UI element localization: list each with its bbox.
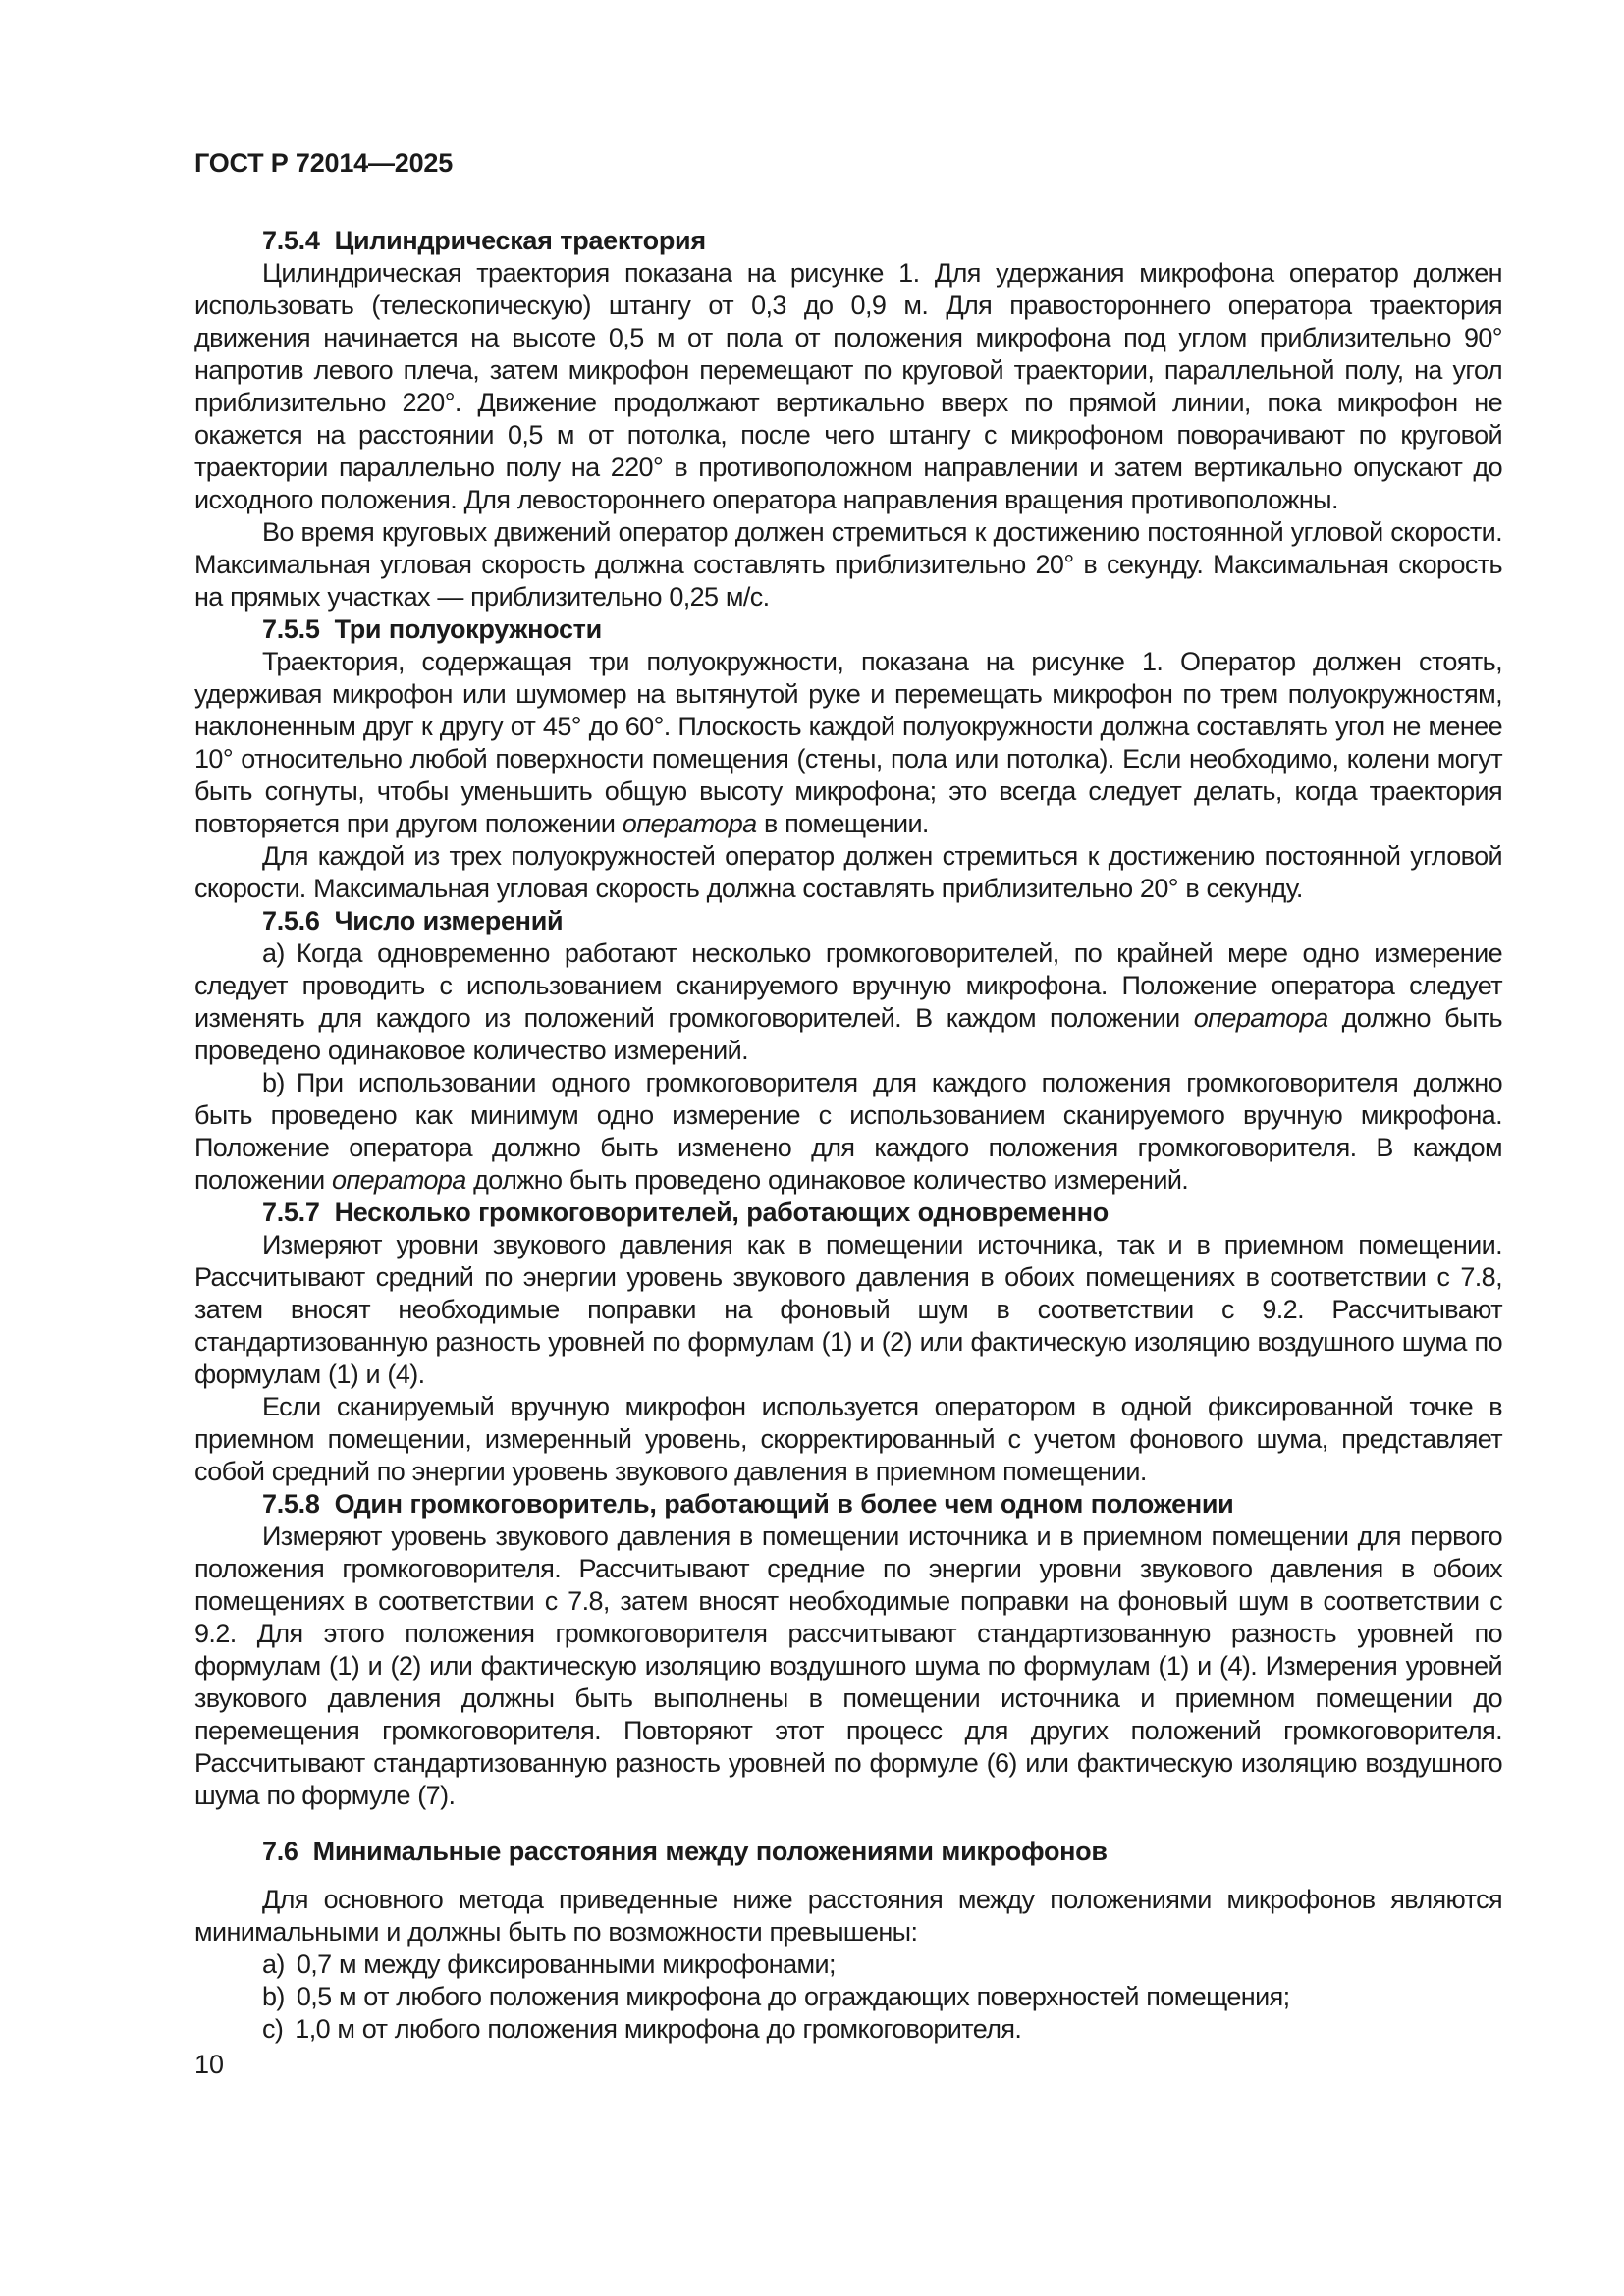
paragraph: [194, 1884, 1502, 1949]
text-run: в помещении.: [756, 809, 929, 838]
paragraph: [194, 646, 1502, 840]
document-content: [194, 225, 1502, 2046]
section-number: 7.5.6: [262, 906, 320, 935]
section-heading-7.6: [194, 1836, 1502, 1868]
section-heading-7.5.6: [194, 905, 1502, 937]
section-heading-7.5.5: [194, 614, 1502, 646]
section-number: 7.5.5: [262, 614, 320, 644]
text-run: должно быть проведено одинаковое количество измерений.: [194, 1003, 1502, 1065]
section-heading-7.5.4: [194, 225, 1502, 257]
section-number: 7.5.7: [262, 1198, 320, 1227]
text-run: 0,5 м от любого положения микрофона до ограждающих поверхностей помещения;: [296, 1982, 1290, 2011]
section-title: Минимальные расстояния между положениями микрофонов: [312, 1837, 1108, 1866]
list-item-a: [194, 937, 1502, 1067]
list-item-a: [194, 1949, 1502, 1981]
section-heading-7.5.7: [194, 1197, 1502, 1229]
list-item-marker: c): [262, 2014, 284, 2044]
italic-text-run: оператора: [1193, 1003, 1328, 1033]
text-run: Когда одновременно работают несколько громкоговорителей, по крайней мере одно измерение следует проводить с использованием сканируемого вручную микрофона. Положение оператора следует изменять для каждого из положений громкоговорителей. В каждом положении: [194, 938, 1502, 1033]
text-run: Измеряют уровни звукового давления как в помещении источника, так и в приемном помещении. Рассчитывают средний по энергии уровень звукового давления в обоих помещениях в соответствии с 7.8, затем вносят необходимые поправки на фоновый шум в соответствии с 9.2. Рассчитывают стандартизованную разность уровней по формулам (1) и (2) или фактическую изоляцию воздушного шума по формулам (1) и (4).: [194, 1230, 1502, 1389]
list-item-marker: a): [262, 1949, 285, 1979]
text-run: Для основного метода приведенные ниже расстояния между положениями микрофонов являются минимальными и должны быть по возможности превышены:: [194, 1885, 1502, 1947]
text-run: Если сканируемый вручную микрофон используется оператором в одной фиксированной точке в приемном помещении, измеренный уровень, скорректированный с учетом фонового шума, представляет собой средний по энергии уровень звукового давления в приемном помещении.: [194, 1392, 1502, 1486]
paragraph: [194, 1521, 1502, 1812]
text-run: 1,0 м от любого положения микрофона до громкоговорителя.: [295, 2014, 1022, 2044]
list-item-c: [194, 2013, 1502, 2046]
paragraph: [194, 1391, 1502, 1488]
section-number: 7.6: [262, 1837, 298, 1866]
list-item-marker: b): [262, 1068, 285, 1097]
paragraph: [194, 840, 1502, 905]
text-run: При использовании одного громкоговорителя для каждого положения громкоговорителя должно быть проведено как минимум одно измерение с использованием сканируемого вручную микрофона. Положение оператора должно быть изменено для каждого положения громкоговорителя. В каждом положении: [194, 1068, 1502, 1195]
text-run: Во время круговых движений оператор должен стремиться к достижению постоянной угловой скорости. Максимальная угловая скорость должна составлять приблизительно 20° в секунду. Максимальная скорость на прямых участках — приблизительно 0,25 м/с.: [194, 517, 1502, 612]
text-run: 0,7 м между фиксированными микрофонами;: [296, 1949, 836, 1979]
section-title: Один громкоговоритель, работающий в более чем одном положении: [334, 1489, 1234, 1519]
text-run: Измеряют уровень звукового давления в помещении источника и в приемном помещении для первого положения громкоговорителя. Рассчитывают средние по энергии уровни звукового давления в обоих помещениях в соответствии с 7.8, затем вносят необходимые поправки на фоновый шум в соответствии с 9.2. Для этого положения громкоговорителя рассчитывают стандартизованную разность уровней по формулам (1) и (2) или фактическую изоляцию воздушного шума по формулам (1) и (4). Измерения уровней звукового давления должны быть выполнены в помещении источника и приемном помещении до перемещения громкоговорителя. Повторяют этот процесс для других положений громкоговорителя. Рассчитывают стандартизованную разность уровней по формуле (6) или фактическую изоляцию воздушного шума по формуле (7).: [194, 1522, 1502, 1810]
page-text-area: [194, 147, 1502, 2081]
section-title: Цилиндрическая траектория: [334, 226, 706, 255]
paragraph: [194, 516, 1502, 614]
text-run: Траектория, содержащая три полуокружности, показана на рисунке 1. Оператор должен стоять, удерживая микрофон или шумомер на вытянутой руке и перемещать микрофон по трем полуокружностям, наклоненным друг к другу от 45° до 60°. Плоскость каждой полуокружности должна составлять угол не менее 10° относительно любой поверхности помещения (стены, пола или потолка). Если необходимо, колени могут быть согнуты, чтобы уменьшить общую высоту микрофона; это всегда следует делать, когда траектория повторяется при другом положении: [194, 647, 1502, 838]
section-number: 7.5.8: [262, 1489, 320, 1519]
list-item-marker: b): [262, 1982, 285, 2011]
paragraph: [194, 1229, 1502, 1391]
list-item-b: [194, 1067, 1502, 1197]
list-item-marker: a): [262, 938, 285, 968]
section-title: Три полуокружности: [334, 614, 602, 644]
text-run: Цилиндрическая траектория показана на рисунке 1. Для удержания микрофона оператор должен использовать (телескопическую) штангу от 0,3 до 0,9 м. Для правостороннего оператора траектория движения начинается на высоте 0,5 м от пола от положения микрофона под углом приблизительно 90° напротив левого плеча, затем микрофон перемещают по круговой траектории, параллельной полу, на угол приблизительно 220°. Движение продолжают вертикально вверх по прямой линии, пока микрофон не окажется на расстоянии 0,5 м от потолка, после чего штангу с микрофоном поворачивают по круговой траектории параллельно полу на 220° в противоположном направлении и затем вертикально опускают до исходного положения. Для левостороннего оператора направления вращения противоположны.: [194, 258, 1502, 514]
section-title: Несколько громкоговорителей, работающих одновременно: [334, 1198, 1110, 1227]
italic-text-run: оператора: [622, 809, 757, 838]
section-title: Число измерений: [334, 906, 564, 935]
page-number: 10: [194, 2050, 225, 2079]
standard-reference: ГОСТ Р 72014—2025: [194, 148, 454, 178]
section-heading-7.5.8: [194, 1488, 1502, 1521]
italic-text-run: оператора: [331, 1165, 466, 1195]
section-number: 7.5.4: [262, 226, 320, 255]
paragraph: [194, 257, 1502, 516]
text-run: должно быть проведено одинаковое количество измерений.: [465, 1165, 1189, 1195]
text-run: Для каждой из трех полуокружностей оператор должен стремиться к достижению постоянной угловой скорости. Максимальная угловая скорость должна составлять приблизительно 20° в секунду.: [194, 841, 1502, 903]
list-item-b: [194, 1981, 1502, 2013]
